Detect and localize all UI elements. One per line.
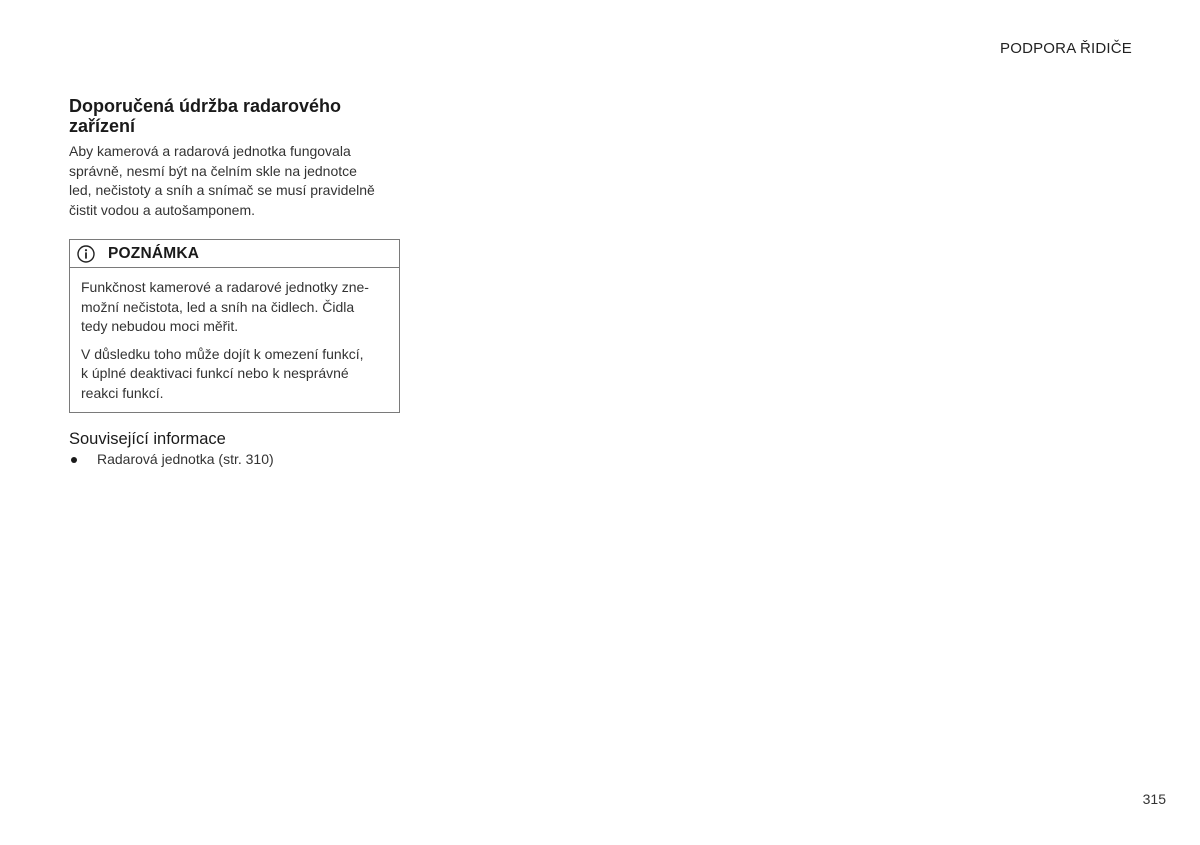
note-body: [70, 268, 399, 412]
note-title: POZNÁMKA: [108, 244, 200, 262]
note-paragraph: [81, 278, 387, 337]
note-line: k úplné deaktivaci funkcí nebo k nesprávné: [81, 365, 349, 381]
intro-line: správně, nesmí být na čelním skle na jednotce: [69, 162, 357, 179]
related-info-title: Související informace: [69, 430, 226, 448]
note-line: reakci funkcí.: [81, 384, 164, 401]
intro-line: Aby kamerová a radarová jednotka fungovala: [69, 143, 351, 159]
page-title-line-1: Doporučená údržba radarového: [69, 96, 342, 116]
main-content: [69, 96, 400, 470]
page-number: 315: [1142, 791, 1166, 807]
note-line: V důsledku toho může dojít k omezení funkcí,: [81, 345, 364, 362]
page-title-line-2: zařízení: [69, 116, 136, 136]
note-box: [69, 239, 400, 413]
note-paragraph: [81, 345, 387, 404]
related-info-list: [69, 450, 400, 470]
note-line: tedy nebudou moci měřit.: [81, 318, 239, 334]
page-title: [69, 96, 400, 136]
intro-line: čistit vodou a autošamponem.: [69, 201, 255, 218]
bullet-icon: [71, 457, 77, 463]
list-item[interactable]: [69, 450, 400, 470]
related-link[interactable]: Radarová jednotka (str. 310): [97, 451, 274, 467]
intro-paragraph: [69, 142, 400, 220]
note-line: možní nečistota, led a sníh na čidlech. Čidla: [81, 298, 355, 315]
note-header: [70, 240, 399, 268]
section-header: PODPORA ŘIDIČE: [1000, 40, 1132, 57]
info-icon: [77, 245, 95, 263]
note-line: Funkčnost kamerové a radarové jednotky zne-: [81, 279, 369, 295]
intro-line: led, nečistoty a sníh a snímač se musí pravidelně: [69, 182, 375, 198]
